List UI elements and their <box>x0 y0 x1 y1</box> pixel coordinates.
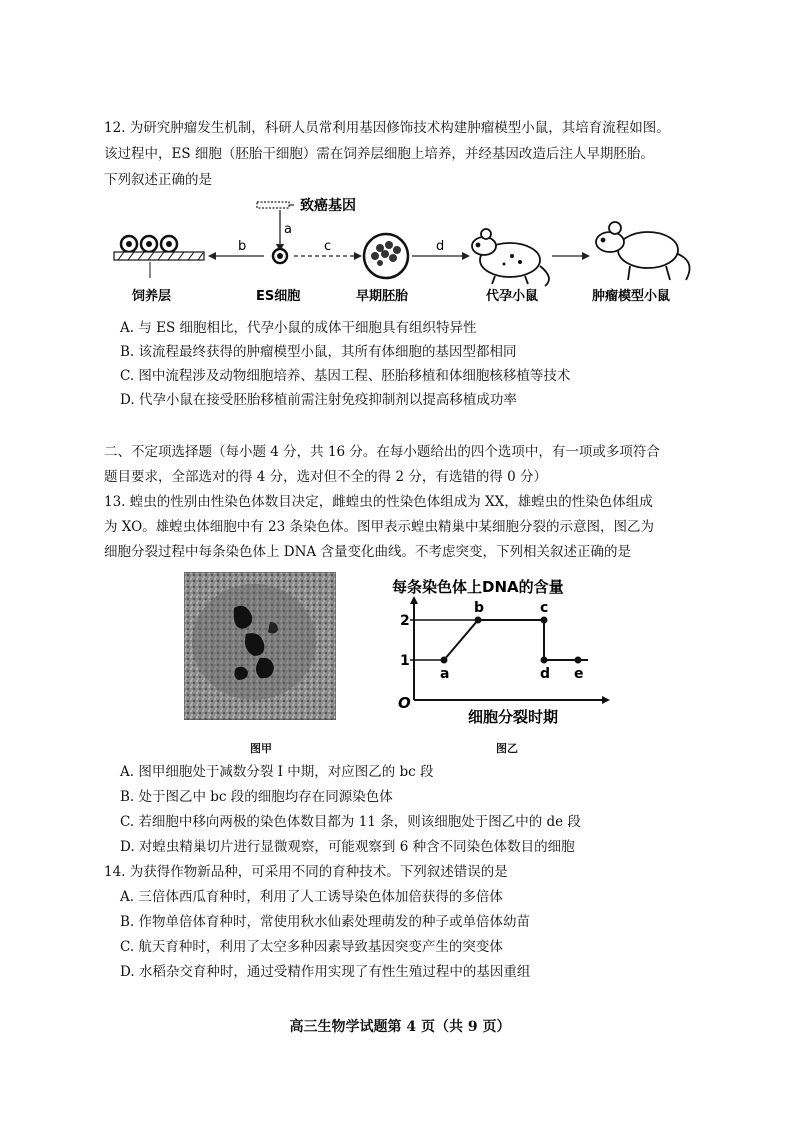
q12-stem-line-1: 12. 为研究肿瘤发生机制，科研人员常利用基因修饰技术构建肿瘤模型小鼠，其培育流程如图。 <box>104 120 670 136</box>
arrow-a-label: a <box>284 222 292 237</box>
chart-y-tick-label: 2 <box>400 613 410 629</box>
chart-point-label-a: a <box>440 666 450 682</box>
arrow-b-label: b <box>238 239 247 254</box>
feeder-layer-cells <box>114 236 204 278</box>
chart-point-label-c: c <box>540 600 549 616</box>
dna-content-chart <box>370 572 630 732</box>
q12-option-b: B. 该流程最终获得的肿瘤模型小鼠，其所有体细胞的基因型都相同 <box>120 344 517 360</box>
chart-y-axis-arrow <box>410 596 418 604</box>
caption-figure-a: 图甲 <box>250 742 272 755</box>
q13-stem-line-1: 13. 蝗虫的性别由性染色体数目决定，雌蝗虫的性染色体组成为 XX，雄蝗虫的性染色体组成 <box>104 494 653 510</box>
q12-option-c: C. 图中流程涉及动物细胞培养、基因工程、胚胎移植和体细胞核移植等技术 <box>120 368 571 384</box>
chart-point-d <box>541 657 548 664</box>
chart-y-tick-label: 1 <box>400 653 410 669</box>
section2-line-2: 题目要求，全部选对的得 4 分，选对但不全的得 2 分，有选错的得 0 分） <box>104 469 548 485</box>
surrogate-mouse <box>472 229 549 286</box>
q13-option-d: D. 对蝗虫精巢切片进行显微观察，可能观察到 6 种含不同染色体数目的细胞 <box>120 839 575 855</box>
q14-option-a: A. 三倍体西瓜育种时，利用了人工诱导染色体加倍获得的多倍体 <box>120 889 503 905</box>
micrograph-figure-a <box>184 572 336 720</box>
chart-point-c <box>541 617 548 624</box>
q13-option-a: A. 图甲细胞处于减数分裂 I 中期，对应图乙的 bc 段 <box>120 764 434 780</box>
q13-stem-line-2: 为 XO。雄蝗虫体细胞中有 23 条染色体。图甲表示蝗虫精巢中某细胞分裂的示意图，图乙为 <box>104 519 654 535</box>
gene-label: 致癌基因 <box>300 198 356 214</box>
arrow-d-label: d <box>436 239 445 254</box>
chart-point-a <box>441 657 448 664</box>
chart-point-label-b: b <box>474 600 485 616</box>
q13-option-c: C. 若细胞中移向两极的染色体数目都为 11 条，则该细胞处于图乙中的 de 段 <box>120 814 581 830</box>
section2-line-1: 二、不定项选择题（每小题 4 分，共 16 分。在每小题给出的四个选项中，有一项或多项符合 <box>104 444 660 460</box>
q12-flow-diagram <box>100 190 720 320</box>
q14-option-b: B. 作物单倍体育种时，常使用秋水仙素处理萌发的种子或单倍体幼苗 <box>120 914 531 930</box>
chart-xlabel: 细胞分裂时期 <box>468 708 559 726</box>
label-es-cell: ES细胞 <box>256 289 301 304</box>
chart-x-axis-arrow <box>602 696 610 704</box>
chart-origin-label: O <box>398 694 411 712</box>
arrow-c-label: c <box>324 239 332 254</box>
chart-point-e <box>575 657 582 664</box>
q12-stem-line-2: 该过程中，ES 细胞（胚胎干细胞）需在饲养层细胞上培养，并经基因改造后注人早期胚胎。 <box>104 146 654 162</box>
q13-stem-line-3: 细胞分裂过程中每条染色体上 DNA 含量变化曲线。不考虑突变，下列相关叙述正确的是 <box>104 544 631 560</box>
chart-point-b <box>475 617 482 624</box>
q12-option-a: A. 与 ES 细胞相比，代孕小鼠的成体干细胞具有组织特异性 <box>120 320 477 336</box>
oncogene-dna <box>257 202 289 208</box>
q14-stem: 14. 为获得作物新品种，可采用不同的育种技术。下列叙述错误的是 <box>104 864 508 880</box>
q12-option-d: D. 代孕小鼠在接受胚胎移植前需注射免疫抑制剂以提高移植成功率 <box>120 392 517 408</box>
q14-option-d: D. 水稻杂交育种时，通过受精作用实现了有性生殖过程中的基因重组 <box>120 964 531 980</box>
caption-figure-b: 图乙 <box>496 742 518 755</box>
label-surrogate-mouse: 代孕小鼠 <box>486 289 539 304</box>
label-early-embryo: 早期胚胎 <box>356 289 409 304</box>
chart-ylabel: 每条染色体上DNA的含量 <box>392 578 564 596</box>
q13-option-b: B. 处于图乙中 bc 段的细胞均存在同源染色体 <box>120 789 393 805</box>
q12-stem-line-3: 下列叙述正确的是 <box>104 172 212 188</box>
early-embryo <box>364 234 408 278</box>
chart-point-label-e: e <box>574 666 584 682</box>
chart-point-label-d: d <box>540 666 551 682</box>
chart-series-line <box>444 620 578 660</box>
label-feeder-layer: 饲养层 <box>132 289 172 304</box>
tumor-model-mouse <box>596 222 690 280</box>
q14-option-c: C. 航天育种时，利用了太空多种因素导致基因突变产生的突变体 <box>120 939 503 955</box>
page-footer: 高三生物学试题第 4 页（共 9 页） <box>289 1019 511 1035</box>
label-tumor-model-mouse: 肿瘤模型小鼠 <box>592 289 671 304</box>
